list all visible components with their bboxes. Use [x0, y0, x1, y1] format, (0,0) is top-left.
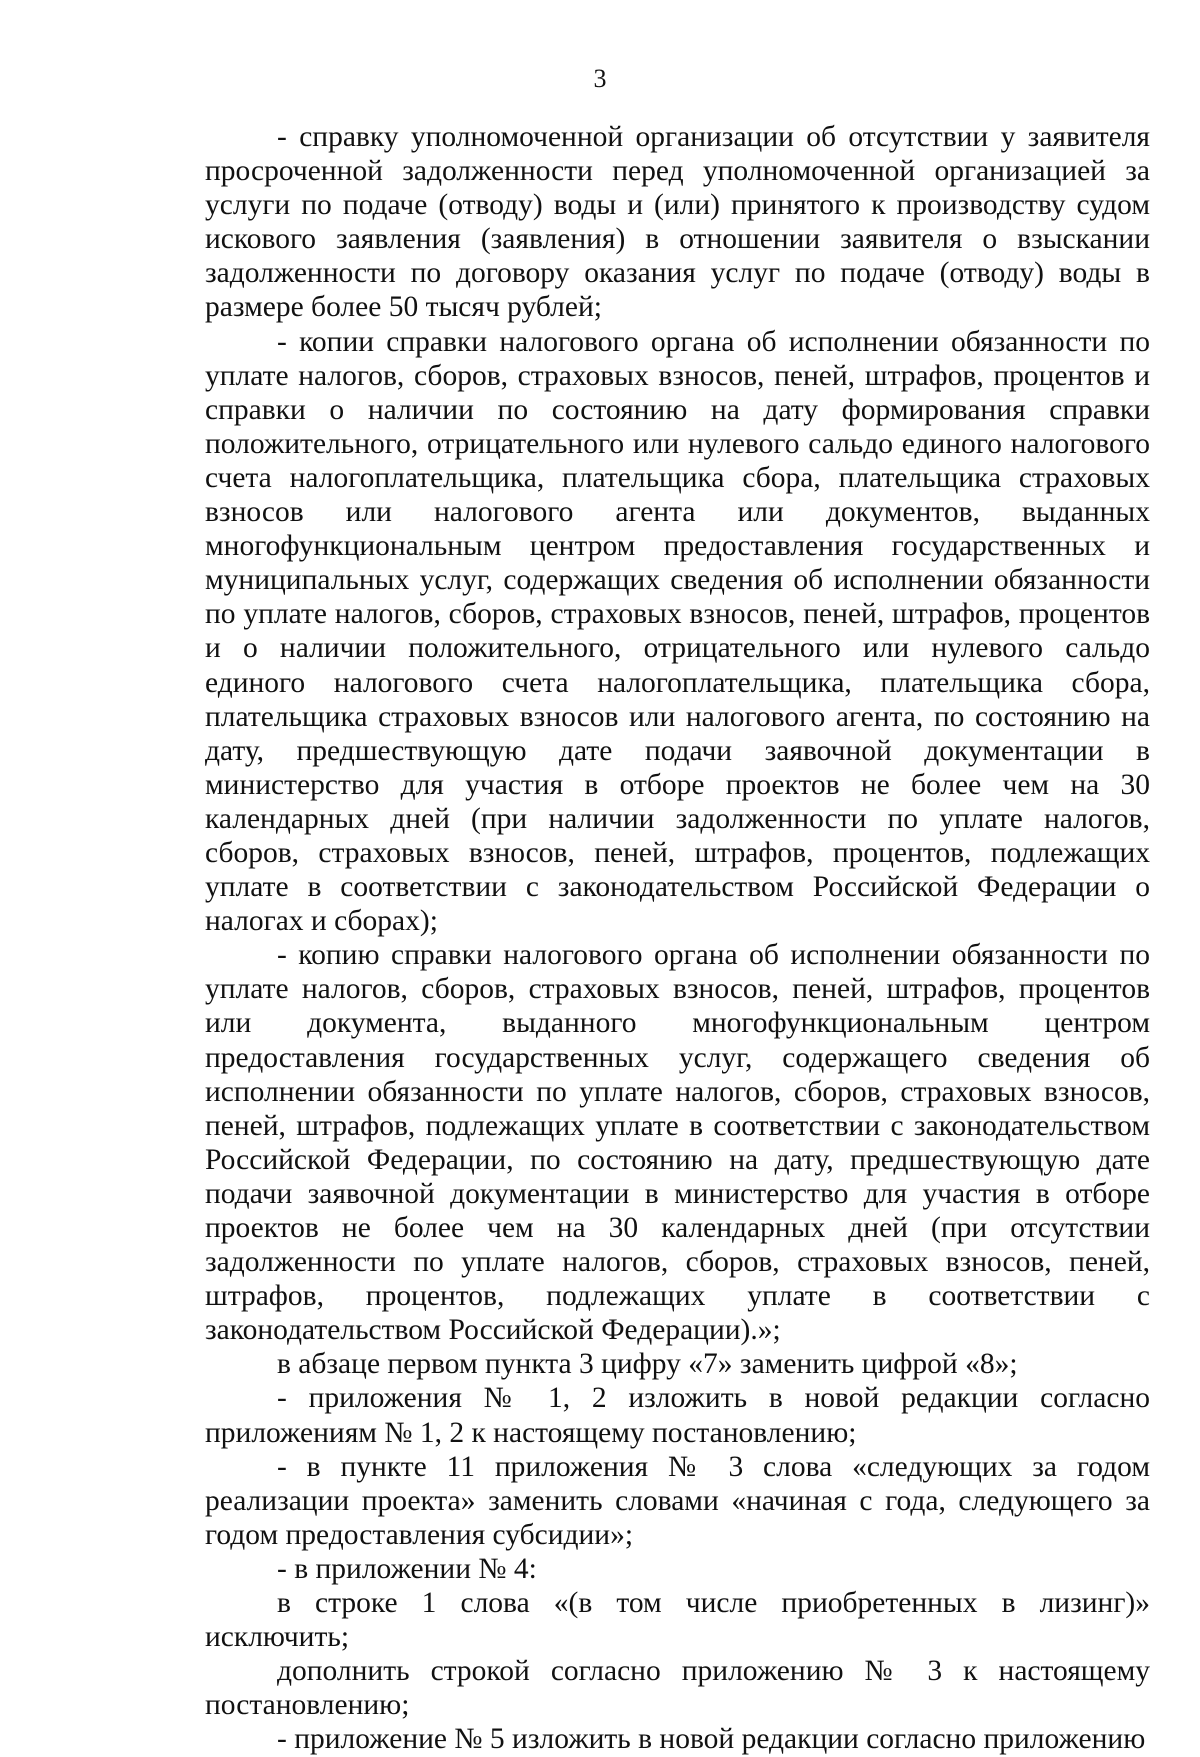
paragraph-7: - в приложении № 4: — [277, 1552, 537, 1585]
paragraph-1: - справку уполномоченной организации об отсутствии у заявителя просроченной задолженности перед уполномоченной организацией за услуги по подаче (отводу) воды и (или) принятого к производству судом искового заявления (заявления) в отношении заявителя о взыскании задолженности по договору оказания услуг по подаче (отводу) воды в размере более 50 тысяч рублей; — [205, 121, 1150, 324]
document-body — [205, 120, 1150, 1757]
paragraph-10: - приложение № 5 изложить в новой редакции согласно приложению — [277, 1723, 1146, 1756]
page-number: 3 — [593, 64, 607, 93]
paragraph-8: в строке 1 слова «(в том числе приобретенных в лизинг)» исключить; — [205, 1587, 1150, 1654]
paragraph-3: - копию справки налогового органа об исполнении обязанности по уплате налогов, сборов, страховых взносов, пеней, штрафов, процентов или документа, выданного многофункциональным центром предоставления государственных услуг, содержащего сведения об исполнении обязанности по уплате налогов, сборов, страховых взносов, пеней, штрафов, подлежащих уплате в соответствии с законодательством Российской Федерации, по состоянию на дату, предшествующую дате подачи заявочной документации в министерство для участия в отборе проектов не более чем на 30 календарных дней (при отсутствии задолженности по уплате налогов, сборов, страховых взносов, пеней, штрафов, процентов, подлежащих уплате в соответствии с законодательством Российской Федерации).»; — [205, 939, 1150, 1347]
paragraph-9: дополнить строкой согласно приложению № 3 к настоящему постановлению; — [205, 1655, 1150, 1722]
paragraph-5: - приложения № 1, 2 изложить в новой редакции согласно приложениям № 1, 2 к настоящему постановлению; — [205, 1382, 1150, 1449]
paragraph-4: в абзаце первом пункта 3 цифру «7» заменить цифрой «8»; — [277, 1348, 1018, 1381]
paragraph-2: - копии справки налогового органа об исполнении обязанности по уплате налогов, сборов, страховых взносов, пеней, штрафов, процентов и справки о наличии по состоянию на дату формирования справки положительного, отрицательного или нулевого сальдо единого налогового счета налогоплательщика, плательщика сбора, плательщика страховых взносов или налогового агента или документов, выданных многофункциональным центром предоставления государственных и муниципальных услуг, содержащих сведения об исполнении обязанности по уплате налогов, сборов, страховых взносов, пеней, штрафов, процентов и о наличии положительного, отрицательного или нулевого сальдо единого налогового счета налогоплательщика, плательщика сбора, плательщика страховых взносов или налогового агента, по состоянию на дату, предшествующую дате подачи заявочной документации в министерство для участия в отборе проектов не более чем на 30 календарных дней (при наличии задолженности по уплате налогов, сборов, страховых взносов, пеней, штрафов, процентов, подлежащих уплате в соответствии с законодательством Российской Федерации о налогах и сборах); — [205, 325, 1150, 938]
paragraph-6: - в пункте 11 приложения № 3 слова «следующих за годом реализации проекта» заменить словами «начиная с года, следующего за годом предоставления субсидии»; — [205, 1450, 1150, 1551]
